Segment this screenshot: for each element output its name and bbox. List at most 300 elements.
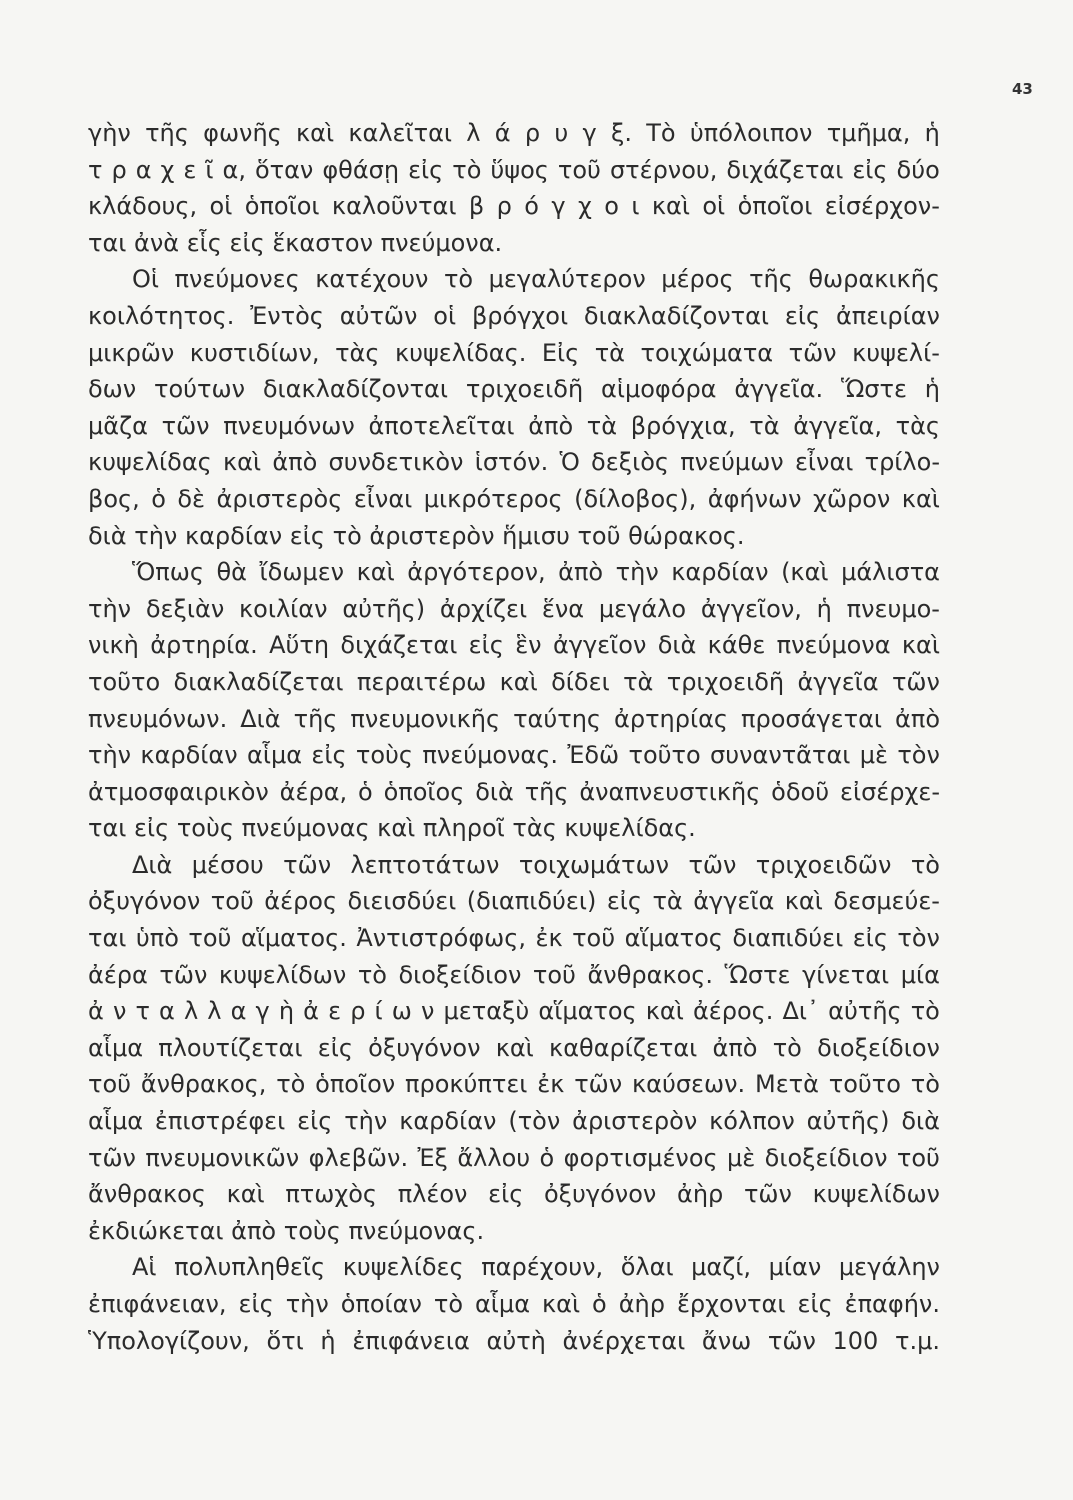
word: διακλαδίζονται [583,301,770,330]
text-line [88,444,940,481]
word: εἰς [852,155,888,184]
word: τῶν [767,1326,816,1355]
word: διεισδύει [347,887,457,916]
word: μαζί, [691,1253,752,1282]
word: γ [255,997,270,1026]
text-line [88,1323,940,1360]
word: μεγάλο [598,594,687,623]
text-line-content: ται εἰς τοὺς πνεύμονας καὶ πληροῖ τὰς κυψελίδας. [88,814,696,843]
word: διαπιδύει [732,924,844,953]
word: προκύπτει [405,1070,528,1099]
text-line [88,883,940,920]
word: πολυπληθεῖς [174,1253,326,1282]
word: περαιτέρω [356,667,487,696]
word: πνεύμονα [776,631,891,660]
word: κλάδους, [88,192,198,221]
word: Δι᾽ [782,997,820,1026]
word: Ἐντὸς [250,301,324,330]
word: εἰσέρχε- [839,777,940,806]
word: ἀὴρ [677,1180,724,1209]
word: τοὺς [355,741,414,770]
word: βρόγχοι [471,301,569,330]
word: λ [466,119,481,147]
word: διοξείδιον [764,1143,888,1172]
word: καὶ [784,887,823,916]
word: εἰς [408,155,444,184]
word: υ [554,119,569,147]
word: ὁ [151,484,166,513]
word: ό [524,192,539,221]
word: καὶ [226,1180,265,1209]
word: τ [88,155,103,184]
word: πνεύμονες [174,265,300,294]
word: πνεύμονας. [422,741,558,770]
word: ἕνα [541,594,585,623]
word: αὐτὴ [486,1326,546,1355]
word: ἄλλου [457,1143,531,1172]
word: ἀπὸ [895,704,940,733]
word: Αἱ [132,1253,157,1282]
word: καύσεων. [631,1070,746,1099]
word: κυψελίδων [218,960,347,989]
word: ἀγγεῖα [797,667,879,696]
word: καὶ [645,997,684,1026]
word: τοῦτο [88,667,161,696]
word: ε [183,155,197,184]
word: εἶναι [353,484,413,513]
word: ἀρτηρίας [614,704,729,733]
word: Αὕτη [269,631,330,660]
word: τοῦ [896,1143,940,1172]
word: ἀπὸ [712,1033,758,1062]
word: ῖ [205,155,214,184]
word: ἀποτελεῖται [368,411,515,440]
word: δεξιὸς [591,448,669,477]
word: πλουτίζεται [158,1033,303,1062]
word: καλεῖται [348,119,453,147]
word: τοῦ [572,924,616,953]
word: αἵματος [624,924,723,953]
word: νικὴ [88,631,139,660]
word: τριχοειδῆ [666,667,785,696]
word: τὸν [897,924,940,953]
word: τὸν [897,741,940,770]
word: Οἱ [132,265,160,294]
word: πτωχὸς [285,1180,377,1209]
word: ξ. [610,119,632,147]
text-line [88,920,940,957]
word: τοῦ [532,960,576,989]
word: τοῦ [188,924,232,953]
text-line-content: ται ἀνὰ εἷς εἰς ἕκαστον πνεύμονα. [88,228,503,257]
word: ά [494,119,511,147]
text-line [88,1066,940,1103]
word: εἶναι [794,448,854,477]
word: (τὸν [508,1107,561,1136]
word: αὐτῆς) [806,1107,890,1136]
word: τῶν [159,960,208,989]
word: ὅταν [254,155,314,184]
word: οἱ [702,192,726,221]
word: ἄνθρακος [88,1180,206,1209]
word: καὶ [296,119,335,147]
word: χῶρον [813,484,891,513]
word: Εἰς [541,338,580,367]
text-line [88,152,940,189]
word: μικρῶν [88,338,175,367]
word: παρέχουν, [481,1253,604,1282]
word: αὐτῆς [828,997,902,1026]
word: εἰς [606,887,642,916]
word: τὰ [749,411,780,440]
word: αἷμα [88,1033,144,1062]
word: τριχοειδῆ [465,375,584,404]
word: τμῆμα, [826,119,911,147]
word: ἀρχίζει [439,594,528,623]
word: εἰσέρχον- [824,192,940,221]
word: τῆς [145,119,189,147]
word: α [230,997,247,1026]
word: τῶν [891,667,940,696]
word: τῶν [574,1070,623,1099]
word: ἐπαφήν. [844,1290,940,1318]
word: φωνῆς [203,119,282,147]
word: ἡ [924,375,940,404]
text-line [88,1176,940,1213]
word: ἀργότερον, [407,558,546,587]
word: βρόγχια, [630,411,736,440]
word: φλεβῶν. [308,1143,409,1172]
word: ἄνθρακος, [140,1070,267,1099]
word: πνευμο- [846,594,940,623]
text-line [88,1286,940,1323]
word: Ἐδῶ [567,741,620,770]
word: καλοῦνται [331,192,457,221]
word: καὶ [495,1033,534,1062]
word: τοῦτο [828,1070,901,1099]
word: ἀέρα, [279,777,348,806]
text-line [88,1140,940,1177]
word: ρ [350,997,366,1026]
word: αἷμα [88,1107,144,1136]
word: τῆς [524,777,569,806]
word: οἱ [209,192,233,221]
word: τὸ [910,850,940,879]
word: ἄνω [701,1326,752,1355]
word: καὶ [222,448,262,477]
word: τὴν [344,1107,388,1136]
word: ὁποῖοι [244,192,320,221]
word: ἀριστερὸν [572,1107,698,1136]
word: ὀξυγόνον [543,1180,657,1209]
word: πνευμόνων. [88,704,228,733]
word: τῆς [293,704,338,733]
word: ἀναπνευστικῆς [579,777,761,806]
word: δεσμεύε- [833,887,940,916]
text-line [88,261,940,298]
word: θωρακικῆς [808,265,940,294]
word: Ἐξ [417,1143,448,1172]
word: 100 [832,1326,879,1355]
word: ἴδωμεν [259,558,345,587]
text-line [88,591,940,628]
word: καρδίαν [671,558,769,587]
word: τ.μ. [895,1326,940,1355]
word: εἰς [311,741,347,770]
word: τὰ [586,411,618,440]
text-line-content: ἐκδιώκεται ἀπὸ τοὺς πνεύμονας. [88,1216,485,1245]
word: ἀέρος [264,887,338,916]
word: θὰ [216,558,247,587]
word: ται [88,924,127,953]
word: ἀπὸ [272,448,318,477]
word: τὸ [772,1033,802,1062]
word: ἐκ [537,1070,565,1099]
text-body [88,115,940,1359]
text-line [88,481,940,518]
word: τὴν [88,741,132,770]
word: τὴν [88,594,132,623]
word: καθαρίζεται [549,1033,698,1062]
word: μικρότερος [423,484,563,513]
word: φθάσῃ [322,155,400,184]
word: διὰ [657,631,697,660]
word: ἀριστερὸς [216,484,343,513]
word: ἀνέρχεται [562,1326,686,1355]
text-line [88,1030,940,1067]
text-line [88,335,940,372]
word: αὐτῆς) [342,594,426,623]
word: πνευμόνων [223,411,355,440]
word: ἐπιστρέφει [154,1107,286,1136]
text-line [88,957,940,994]
text-line [88,371,940,408]
text-line [88,627,940,664]
word: ὁ [539,1143,555,1172]
word: Ὅπως [132,558,204,587]
word: προσάγεται [741,704,883,733]
word: ἀέρα [88,960,148,989]
text-line [88,993,940,1030]
word: καὶ [901,484,940,513]
word: ὑπὸ [135,924,179,953]
word: εἰς [488,1180,524,1209]
word: ν [112,997,127,1026]
word: ε [328,997,342,1026]
word: ρ [496,192,512,221]
word: συναντᾶται [710,741,851,770]
word: ἀρτηρία. [150,631,258,660]
word: Διὰ [240,704,281,733]
word: δων [88,375,137,404]
word: τοῦ [557,155,601,184]
word: ἡ [320,1326,336,1355]
word: διοξείδιον [398,960,522,989]
word: τοιχώματα [640,338,774,367]
word: εἰς [238,1290,274,1318]
word: (διαπιδύει) [466,887,597,916]
word: ἐπιφάνειαν, [88,1290,227,1318]
word: μέσου [191,850,264,879]
word: βος, [88,484,140,513]
word: δίδει [551,667,610,696]
word: τῶν [161,411,210,440]
word: δεξιὰν [145,594,225,623]
word: μεταξὺ [443,997,530,1026]
text-line [88,225,940,262]
text-line [88,554,940,591]
word: τὸ [443,265,474,294]
word: μάλιστα [841,558,940,587]
text-line [88,664,940,701]
word: καὶ [499,667,538,696]
word: τοῦ [210,887,254,916]
word: ω [391,997,412,1026]
word: ὑπόλοιπον [689,119,813,147]
word: τὰς [895,411,940,440]
word: τὸ [452,155,482,184]
word: δὲ [177,484,206,513]
word: Διὰ [132,850,173,879]
word: διὰ [475,777,514,806]
page-number: 43 [1012,80,1033,98]
word: ὁποῖος [383,777,465,806]
word: ο [604,192,619,221]
word: τριχοειδῶν [755,850,892,879]
word: ὁ [358,777,373,806]
word: Ἀντιστρόφως, [356,924,526,953]
word: αὐτῶν [339,301,418,330]
word: τὸ [910,997,940,1026]
word: γ [582,119,597,147]
word: διακλαδίζονται [262,375,448,404]
text-line [88,188,940,225]
word: τῶν [743,1180,792,1209]
word: ὁποῖοι [737,192,813,221]
word: τὰ [652,887,683,916]
word: κάθε [707,631,766,660]
word: οἱ [433,301,457,330]
word: συνδετικὸν [328,448,464,477]
word: τούτων [154,375,246,404]
word: τοῦτο [628,741,701,770]
word: κατέχουν [315,265,429,294]
word: Ὑπολογίζουν, [88,1326,250,1355]
word: τὸ [433,1290,464,1318]
word: ρ [524,119,541,147]
word: ἀγγεῖα [693,887,775,916]
word: Ὥστε [724,960,791,989]
word: μᾶζα [88,411,148,440]
word: αἵματος. [240,924,347,953]
word: τῶν [88,1143,136,1172]
word: ὅλαι [620,1253,674,1282]
word: κοιλότητος. [88,301,235,330]
word: κόλπον [709,1107,795,1136]
word: α [135,155,152,184]
word: ὀξυγόνον [88,887,201,916]
text-line [88,701,940,738]
word: τὰ [594,338,626,367]
word: (δίλοβος), [574,484,697,513]
word: ἄνθρακος. [587,960,713,989]
word: πνεύμων [680,448,784,477]
word: λεπτοτάτων [350,850,500,879]
word: ὴ [278,997,295,1026]
word: κυψελίδες [342,1253,464,1282]
word: (καὶ [781,558,829,587]
word: ἐκ [535,924,563,953]
word: τοιχωμάτων [518,850,670,879]
word: εἰς [297,1107,333,1136]
word: κυψελίδας [88,448,212,477]
word: ταύτης [513,704,601,733]
word: κυψελί- [852,338,940,367]
word: β [468,192,485,221]
word: μεγαλύτερον [488,265,646,294]
word: α [159,997,175,1026]
word: ὁδοῦ [771,777,830,806]
word: στέρνου, [609,155,718,184]
text-line [88,774,940,811]
word: κυψελίδας. [394,338,527,367]
word: αἵματος [538,997,637,1026]
word: λ [183,997,199,1026]
word: ἀπὸ [558,558,604,587]
word: ἀέρος. [692,997,774,1026]
word: ἀπὸ [528,411,574,440]
word: ἀπειρίαν [835,301,940,330]
word: φορτισμένος [563,1143,718,1172]
word: χ [577,192,592,221]
word: διοξείδιον [817,1033,940,1062]
text-line [88,847,940,884]
word: πνευμονικῶν [145,1143,300,1172]
word: διχάζεται [726,155,844,184]
word: τῶν [688,850,737,879]
word: χ [160,155,175,184]
word: ἀγγεῖον [552,631,647,660]
text-line [88,408,940,445]
word: διχάζεται [340,631,458,660]
word: κυστιδίων, [189,338,320,367]
text-line-content: διὰ τὴν καρδίαν εἰς τὸ ἀριστερὸν ἥμισυ τοῦ θώρακος. [88,521,745,550]
word: ἀγγεῖα. [734,375,824,404]
word: ἀγγεῖα, [793,411,882,440]
word: μεγάλην [838,1253,940,1282]
word: ὁποῖον [315,1070,396,1099]
word: λ [207,997,222,1026]
word: ὁποίαν [340,1290,422,1318]
word: αἷμα [247,741,303,770]
word: ἀ [88,997,104,1026]
word: μέρος [661,265,734,294]
word: ἀγγεῖον, [700,594,802,623]
text-line [88,298,940,335]
word: ὅτι [266,1326,304,1355]
word: ἀὴρ [618,1290,665,1318]
word: γ [551,192,566,221]
word: ἀφήνων [707,484,802,513]
word: τοῦ [88,1070,132,1099]
word: αἱμοφόρα [601,375,717,404]
word: εἰς [468,631,504,660]
text-line [88,1103,940,1140]
word: εἰς [852,924,888,953]
word: τῶν [788,338,837,367]
word: τὰ [623,667,654,696]
text-line [88,737,940,774]
